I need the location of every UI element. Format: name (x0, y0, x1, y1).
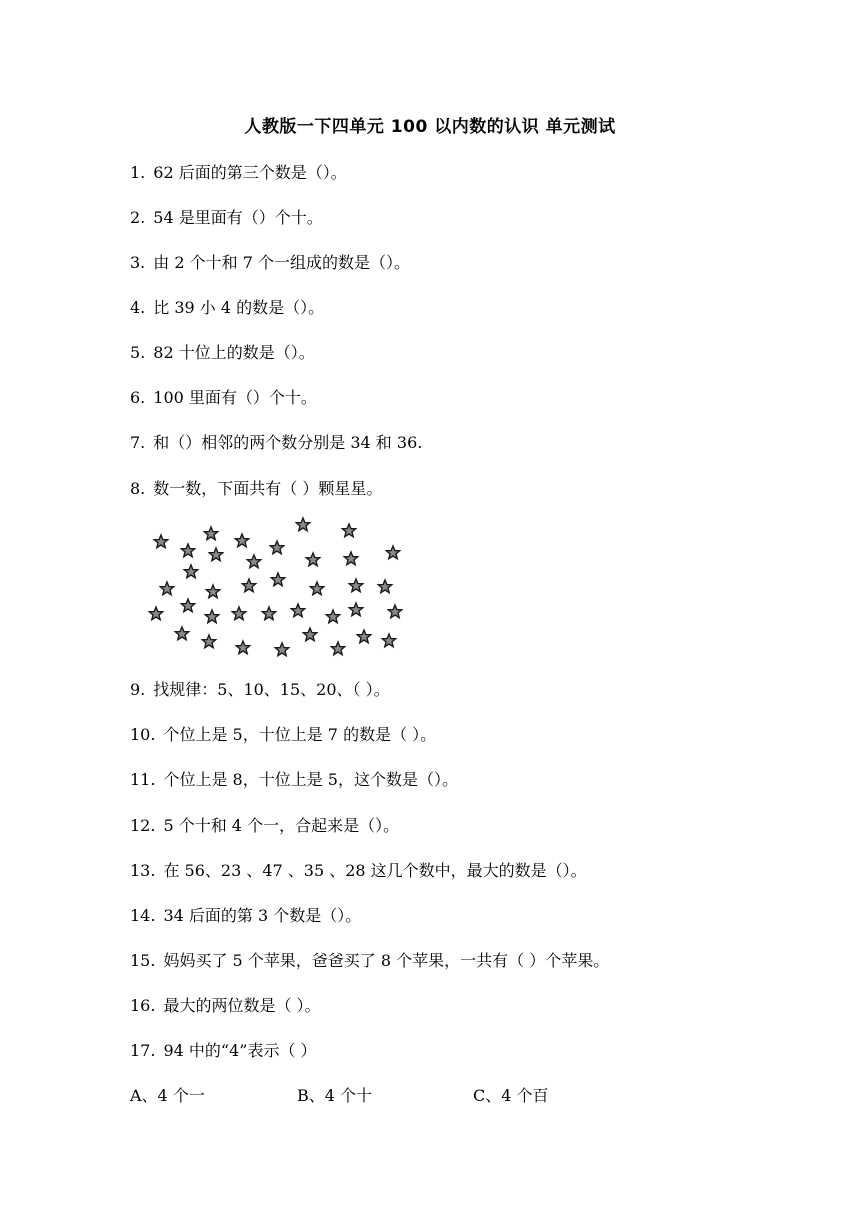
question-6 (130, 387, 317, 409)
question-number: 17. (130, 1041, 156, 1060)
question-text: 妈妈买了 5 个苹果，爸爸买了 8 个苹果，一共有（ ）个苹果。 (163, 951, 610, 970)
question-number: 15. (130, 951, 156, 970)
star-icon (357, 630, 370, 643)
option-c: C、4 个百 (473, 1086, 549, 1105)
star-icon (388, 605, 401, 618)
star-icon (235, 534, 248, 547)
question-number: 12. (130, 816, 156, 835)
question-number: 7. (130, 433, 146, 452)
question-text: 和（）相邻的两个数分别是 34 和 36. (153, 433, 423, 452)
star-icon (310, 582, 323, 595)
star-icon (291, 604, 304, 617)
star-icon (181, 544, 194, 557)
question-text: 比 39 小 4 的数是（）。 (153, 298, 325, 317)
star-icon (331, 642, 344, 655)
star-icon (236, 641, 249, 654)
star-icon (275, 643, 288, 656)
question-10 (130, 724, 436, 746)
star-icon (296, 518, 309, 531)
question-15 (130, 950, 609, 972)
star-icon (270, 541, 283, 554)
question-number: 13. (130, 861, 156, 880)
question-3 (130, 252, 410, 274)
question-14 (130, 905, 361, 927)
star-icon (386, 546, 399, 559)
star-icon (378, 580, 391, 593)
star-icon (247, 555, 260, 568)
star-icon (349, 579, 362, 592)
star-icon (382, 634, 395, 647)
question-text: 5 个十和 4 个一，合起来是（）。 (163, 816, 400, 835)
question-text: 找规律：5、10、15、20、（ ）。 (153, 680, 390, 699)
star-icon (232, 607, 245, 620)
question-number: 9. (130, 680, 146, 699)
question-number: 2. (130, 208, 146, 227)
question-text: 最大的两位数是（ ）。 (163, 996, 321, 1015)
question-number: 6. (130, 388, 146, 407)
question-13 (130, 860, 587, 882)
star-icon (209, 548, 222, 561)
question-number: 11. (130, 770, 156, 789)
question-11 (130, 769, 458, 791)
star-icon (202, 635, 215, 648)
question-text: 82 十位上的数是（）。 (153, 343, 315, 362)
star-icon (149, 607, 162, 620)
question-5 (130, 342, 315, 364)
question-number: 5. (130, 343, 146, 362)
question-number: 3. (130, 253, 146, 272)
question-text: 100 里面有（）个十。 (153, 388, 317, 407)
question-9 (130, 679, 390, 701)
question-number: 16. (130, 996, 156, 1015)
question-text: 54 是里面有（）个十。 (153, 208, 323, 227)
star-icon (184, 565, 197, 578)
question-8 (130, 478, 382, 500)
star-icon (303, 628, 316, 641)
question-number: 8. (130, 479, 146, 498)
star-icon (342, 524, 355, 537)
question-number: 1. (130, 163, 146, 182)
question-text: 94 中的“4”表示（ ） (163, 1041, 317, 1060)
question-number: 14. (130, 906, 156, 925)
star-icon (344, 552, 357, 565)
question-17 (130, 1040, 317, 1062)
question-4 (130, 297, 324, 319)
star-icon (175, 627, 188, 640)
question-12 (130, 815, 399, 837)
question-text: 数一数，下面共有（ ）颗星星。 (153, 479, 383, 498)
star-counting-figure (140, 512, 420, 664)
question-1 (130, 162, 347, 184)
star-icon (271, 573, 284, 586)
star-icon (204, 527, 217, 540)
question-number: 4. (130, 298, 146, 317)
question-number: 10. (130, 725, 156, 744)
star-icon (181, 599, 194, 612)
star-icon (306, 553, 319, 566)
star-icon (154, 535, 167, 548)
question-text: 由 2 个十和 7 个一组成的数是（）。 (153, 253, 410, 272)
question-2 (130, 207, 323, 229)
question-text: 个位上是 8，十位上是 5，这个数是（）。 (163, 770, 458, 789)
star-icon (262, 607, 275, 620)
question-text: 34 后面的第 3 个数是（）。 (163, 906, 362, 925)
page-title: 人教版一下四单元 100 以内数的认识 单元测试 (244, 117, 616, 137)
star-icon (205, 610, 218, 623)
question-16 (130, 995, 321, 1017)
star-icon (326, 610, 339, 623)
question-7 (130, 432, 422, 454)
star-icon (242, 579, 255, 592)
star-icon (206, 585, 219, 598)
option-b: B、4 个十 (297, 1086, 373, 1105)
star-icon (160, 582, 173, 595)
star-icon (349, 603, 362, 616)
question-text: 个位上是 5，十位上是 7 的数是（ ）。 (163, 725, 437, 744)
option-a: A、4 个一 (130, 1086, 205, 1105)
question-text: 在 56、23 、47 、35 、28 这几个数中，最大的数是（）。 (163, 861, 587, 880)
question-text: 62 后面的第三个数是（）。 (153, 163, 347, 182)
